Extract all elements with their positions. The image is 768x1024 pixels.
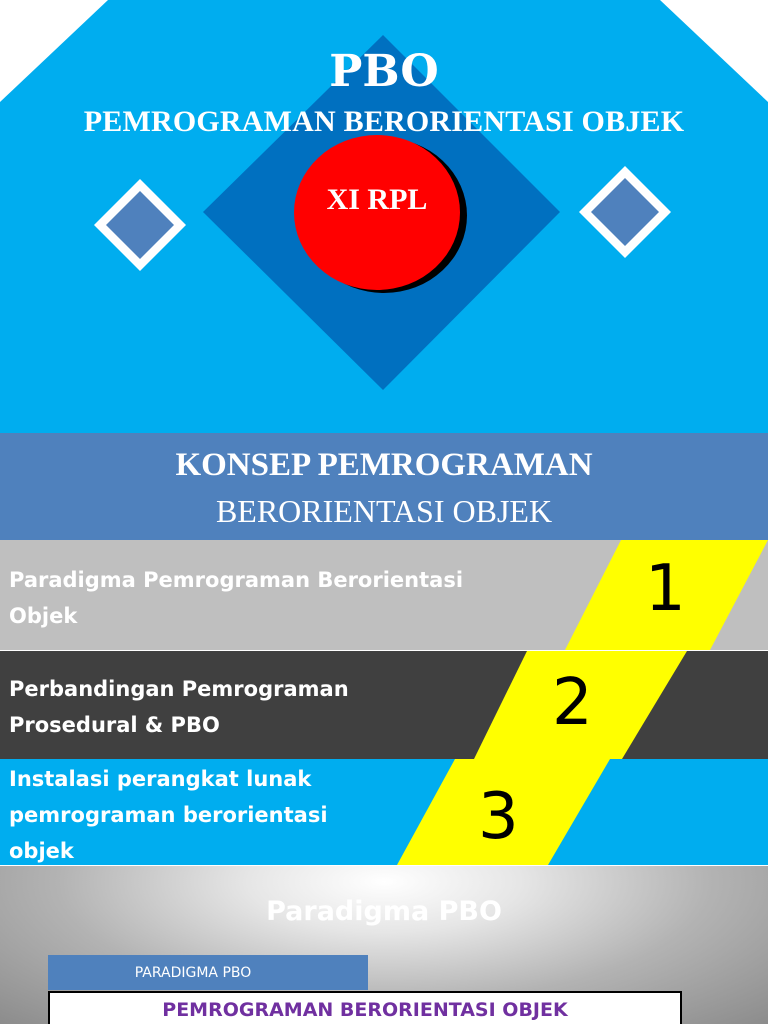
agenda-item-number: 2	[552, 666, 593, 740]
paradigma-tab	[48, 955, 368, 990]
agenda-slide	[0, 433, 768, 865]
right-diamond-icon	[591, 178, 659, 246]
paradigma-slide	[0, 866, 768, 1024]
slide-subtitle: PEMROGRAMAN BERORIENTASI OBJEK	[83, 105, 685, 138]
agenda-item-text: Instalasi perangkat lunak pemrograman berorientasi objek	[9, 767, 328, 863]
paradigma-tab-label: PARADIGMA PBO	[134, 964, 252, 981]
agenda-header	[0, 433, 768, 540]
left-diamond-icon	[106, 191, 174, 259]
agenda-heading-line2: BERORIENTASI OBJEK	[215, 493, 553, 529]
agenda-item-text: Perbandingan Pemrograman Prosedural & PBO	[9, 677, 349, 737]
agenda-item-number: 1	[645, 552, 686, 626]
paradigma-box	[48, 991, 682, 1024]
agenda-item	[0, 759, 768, 865]
agenda-heading-line1: KONSEP PEMROGRAMAN	[175, 447, 593, 483]
paradigma-box-text: PEMROGRAMAN BERORIENTASI OBJEK	[162, 999, 568, 1021]
agenda-item	[0, 651, 768, 759]
class-badge-label: XI RPL	[326, 182, 428, 216]
class-badge	[294, 135, 460, 290]
paradigma-title: Paradigma PBO	[266, 896, 502, 927]
agenda-item-number: 3	[478, 780, 519, 854]
agenda-item-text: Paradigma Pemrograman Berorientasi Objek	[9, 568, 464, 628]
agenda-item	[0, 540, 768, 650]
slide-title: PBO	[329, 46, 439, 97]
title-slide	[0, 0, 768, 433]
